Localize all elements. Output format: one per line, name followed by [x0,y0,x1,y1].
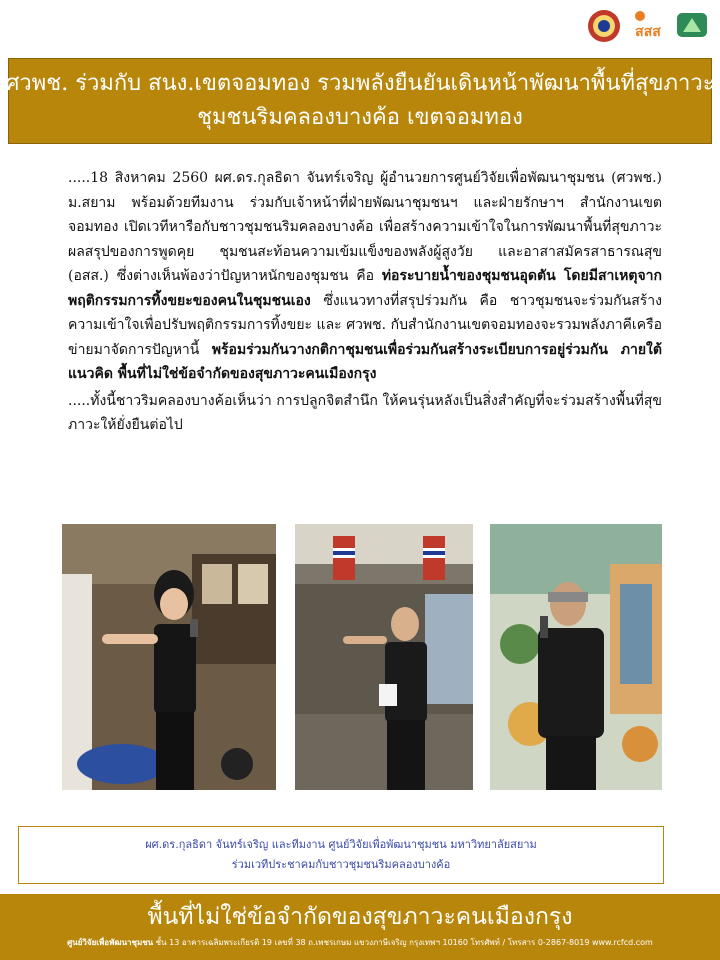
center-logo-icon [674,8,710,44]
footer-slogan: พื้นที่ไม่ใช่ข้อจำกัดของสุขภาวะคนเมืองกรุง [147,904,573,930]
page-title-line-1: ศวพช. ร่วมกับ สนง.เขตจอมทอง รวมพลังยืนยันเดินหน้าพัฒนาพื้นที่สุขภาวะ [5,71,715,96]
article-paragraph-2: .....ทั้งนี้ชาวริมคลองบางค้อเห็นว่า การปลูกจิตสำนึก ให้คนรุ่นหลังเป็นสิ่งสำคัญที่จะร่วมสร้างพื้นที่สุขภาวะให้ยั่งยืนต่อไป [68,392,662,433]
article-highlight: ท่อระบายน้ำของชุมชนอุดตัน โดยมีสาเหตุจากพฤติกรรมการทิ้งขยะของคนในชุมชนเอง [68,268,663,309]
photo-speaker-older-man [490,524,662,790]
article-highlight: พร้อมร่วมกันวางกติกาชุมชนเพื่อร่วมกันสร้างระเบียบการอยู่ร่วมกัน ภายใต้แนวคิด พื้นที่ไม่ใช่ข้อจำกัดของสุขภาวะคนเมืองกรุง [68,341,662,382]
footer-address [0,936,720,950]
footer-org-name: ศูนย์วิจัยเพื่อพัฒนาชุมชน [67,938,154,947]
thaihealth-logo-icon [630,8,666,44]
article-text: .....18 สิงหาคม 2560 ผศ.ดร.กุลธิดา จันทร์เจริญ ผู้อำนวยการศูนย์วิจัยเพื่อพัฒนาชุมชน (ศวพช.) ม.สยาม พร้อมด้วยทีมงาน ร่วมกับเจ้าหน้าที่ฝ่ายพัฒนาชุมชนฯ และฝ่ายรักษาฯ สำนักงานเขตจอมทอง เปิดเวทีหารือกับชาวชุมชนริมคลองบางค้อ เพื่อสร้างความเข้าใจในการพัฒนาพื้นที่สุขภาวะ ผลสรุปของการพูดคุย ชุมชนสะท้อนความเข้มแข็งของพลังผู้สูงวัย และอาสาสมัครสาธารณสุข (อสส.) ซึ่งต่างเห็นพ้องว่าปัญหาหนักของชุมชน คือ [68,170,662,284]
caption-line-2: ร่วมเวทีประชาคมกับชาวชุมชนริมคลองบางค้อ [231,858,451,871]
photo-caption [18,826,664,884]
article-body [68,166,662,438]
photo-speaker-man [295,524,473,790]
article-paragraph-1 [68,166,662,387]
university-seal-icon [586,8,622,44]
article-text: ซึ่งแนวทางที่สรุปร่วมกัน คือ ชาวชุมชนจะร่วมกันสร้างความเข้าใจเพื่อปรับพฤติกรรมการทิ้งขยะ และ ศวพช. กับสำนักงานเขตจอมทองจะรวมพลังภาคีเครือข่ายมาจัดการปัญหานี้ [68,292,662,358]
caption-line-1: ผศ.ดร.กุลธิดา จันทร์เจริญ และทีมงาน ศูนย์วิจัยเพื่อพัฒนาชุมชน มหาวิทยาลัยสยาม [145,838,537,851]
footer-banner [0,894,720,960]
partner-logos [586,4,710,48]
svg-text:สสส: สสส [635,24,661,40]
page-title-line-2: ชุมชนริมคลองบางค้อ เขตจอมทอง [197,105,523,130]
footer-address-text: ชั้น 13 อาคารเฉลิมพระเกียรติ 19 เลขที่ 38 ถ.เพชรเกษม แขวงภาษีเจริญ กรุงเทพฯ 10160 โทรศัพท์ / โทรสาร 0-2867-8019 www.rcfcd.com [153,938,653,947]
title-banner [5,58,715,144]
photo-presenter-woman [62,524,276,790]
